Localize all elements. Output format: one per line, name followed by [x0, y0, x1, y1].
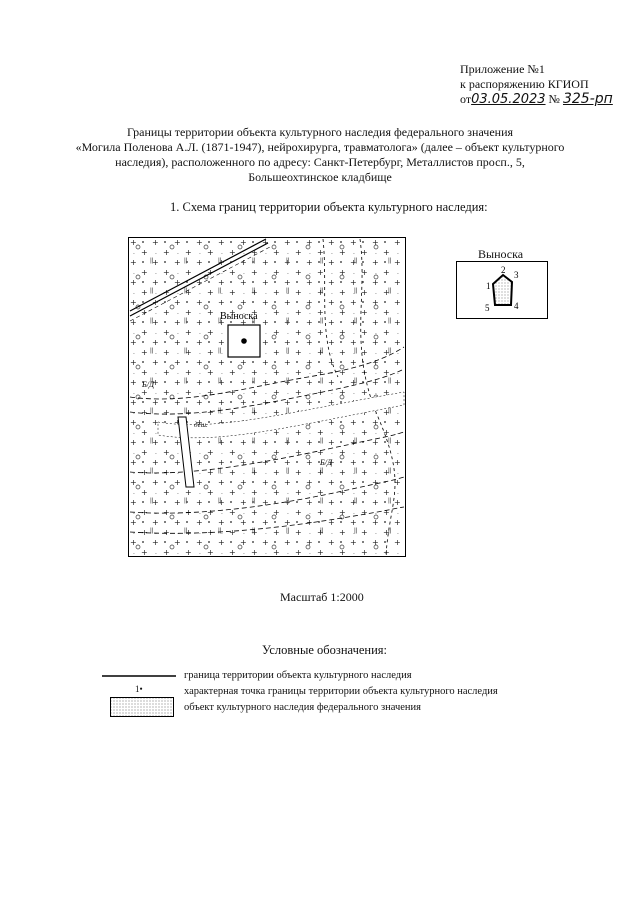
title-line-4: Большеохтинское кладбище — [248, 170, 392, 184]
callout-point-4: 4 — [514, 301, 519, 311]
callout-title: Выноска — [478, 247, 524, 261]
legend-symbol-monument — [110, 697, 174, 717]
title-line-3: наследия), расположенного по адресу: Санкт-Петербург, Металлистов просп., 5, — [115, 155, 525, 169]
map-label-bd-2: Б/Д — [320, 458, 333, 467]
title-line-2: «Могила Поленова А.Л. (1871-1947), нейрохирурга, травматолога» (далее – объект культурного — [75, 140, 565, 154]
legend-symbol-point: 1• — [135, 684, 143, 694]
document-title — [40, 125, 600, 185]
site-map — [128, 237, 406, 557]
order-label: к распоряжению КГИОП — [460, 77, 589, 91]
map-callout-label: Выноска — [220, 311, 258, 322]
legend-item-monument: объект культурного наследия федерального значения — [184, 702, 421, 713]
callout-inset — [456, 261, 548, 319]
callout-point-3: 3 — [514, 270, 519, 280]
monument-dot — [241, 338, 247, 344]
legend-item-point: характерная точка границы территории объекта культурного наследия — [184, 686, 498, 697]
callout-point-1: 1 — [486, 281, 491, 291]
order-date-line — [460, 92, 613, 107]
legend-symbol-boundary — [102, 671, 176, 681]
callout-point-2: 2 — [501, 265, 506, 275]
legend-item-boundary: граница территории объекта культурного наследия — [184, 670, 412, 681]
callout-point-5: 5 — [485, 303, 490, 313]
order-date: 03.05.2023 — [471, 92, 546, 107]
date-prefix: от — [460, 92, 472, 106]
order-number: 325-рп — [562, 91, 613, 107]
map-label-desh: деш. — [194, 421, 208, 429]
appendix-header — [460, 62, 613, 107]
number-prefix: № — [548, 92, 560, 106]
map-label-bd-1: Б/Д — [142, 380, 155, 389]
legend-title: Условные обозначения: — [262, 643, 388, 657]
title-line-1: Границы территории объекта культурного наследия федерального значения — [126, 125, 514, 139]
appendix-label: Приложение №1 — [460, 62, 545, 76]
map-scale: Масштаб 1:2000 — [280, 590, 364, 604]
section-heading: 1. Схема границ территории объекта культурного наследия: — [170, 200, 488, 214]
